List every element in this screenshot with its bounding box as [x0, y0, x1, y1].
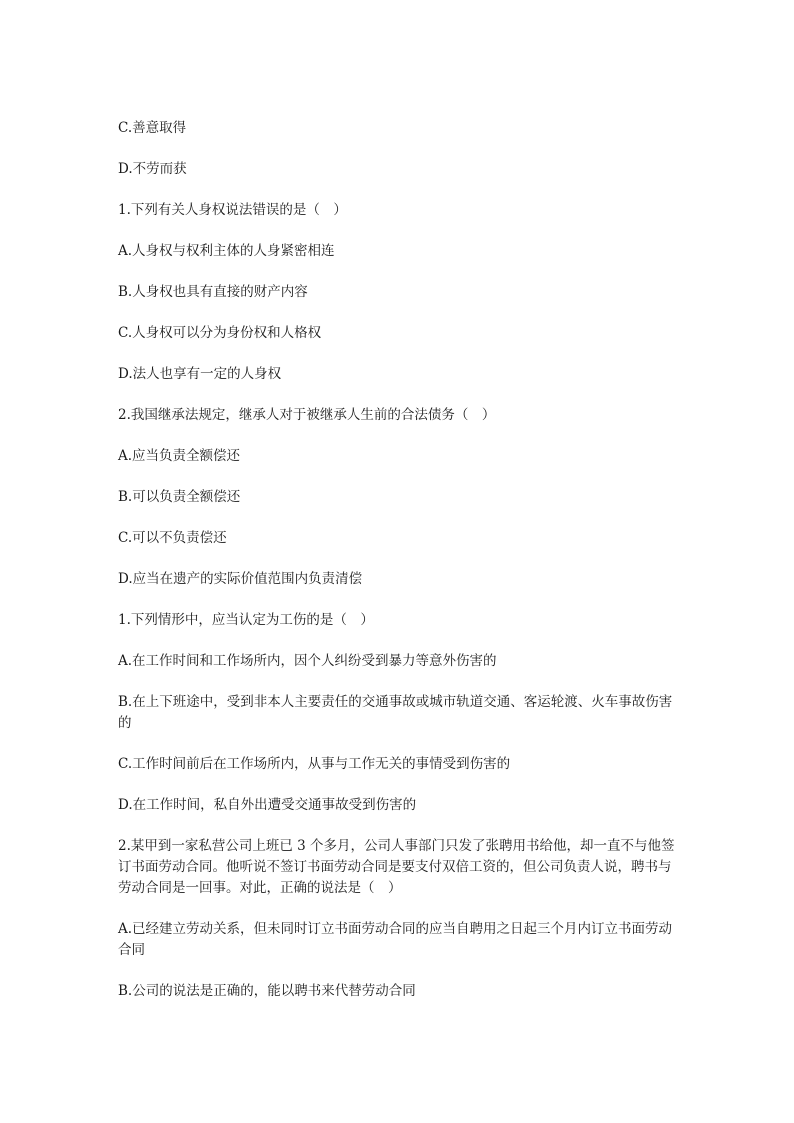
option-d-unearned: D.不劳而获 — [118, 161, 187, 177]
question-personal-rights: 1.下列有关人身权说法错误的是（ ） — [118, 202, 347, 218]
option-d: D.在工作时间，私自外出遭受交通事故受到伤害的 — [118, 797, 417, 813]
option-b: B.在上下班途中，受到非本人主要责任的交通事故或城市轨道交通、客运轮渡、火车事故伤害的 — [118, 694, 673, 731]
option-c-good-faith: C.善意取得 — [118, 120, 187, 136]
option-a: A.在工作时间和工作场所内，因个人纠纷受到暴力等意外伤害的 — [118, 653, 497, 669]
option-d: D.应当在遗产的实际价值范围内负责清偿 — [118, 571, 363, 587]
option-a: A.人身权与权利主体的人身紧密相连 — [118, 243, 335, 259]
option-c: C.可以不负责偿还 — [118, 530, 227, 546]
document-page — [118, 118, 678, 1022]
question-labor-contract: 2.某甲到一家私营公司上班已 3 个多月，公司人事部门只发了张聘用书给他，却一直不与他签订书面劳动合同。他听说不签订书面劳动合同是要支付双倍工资的，但公司负责人说，聘书与劳动合同是一回事。对此，正确的说法是（ ） — [118, 838, 675, 896]
option-a: A.已经建立劳动关系，但未同时订立书面劳动合同的应当自聘用之日起三个月内订立书面劳动合同 — [118, 921, 673, 958]
option-b: B.人身权也具有直接的财产内容 — [118, 284, 308, 300]
option-a: A.应当负责全额偿还 — [118, 448, 241, 464]
question-work-injury: 1.下列情形中，应当认定为工伤的是（ ） — [118, 612, 374, 628]
question-inheritance-debt: 2.我国继承法规定，继承人对于被继承人生前的合法债务（ ） — [118, 407, 496, 423]
option-d: D.法人也享有一定的人身权 — [118, 366, 282, 382]
option-b: B.可以负责全额偿还 — [118, 489, 241, 505]
option-c: C.工作时间前后在工作场所内，从事与工作无关的事情受到伤害的 — [118, 756, 511, 772]
option-c: C.人身权可以分为身份权和人格权 — [118, 325, 322, 341]
option-b: B.公司的说法是正确的，能以聘书来代替劳动合同 — [118, 983, 416, 999]
